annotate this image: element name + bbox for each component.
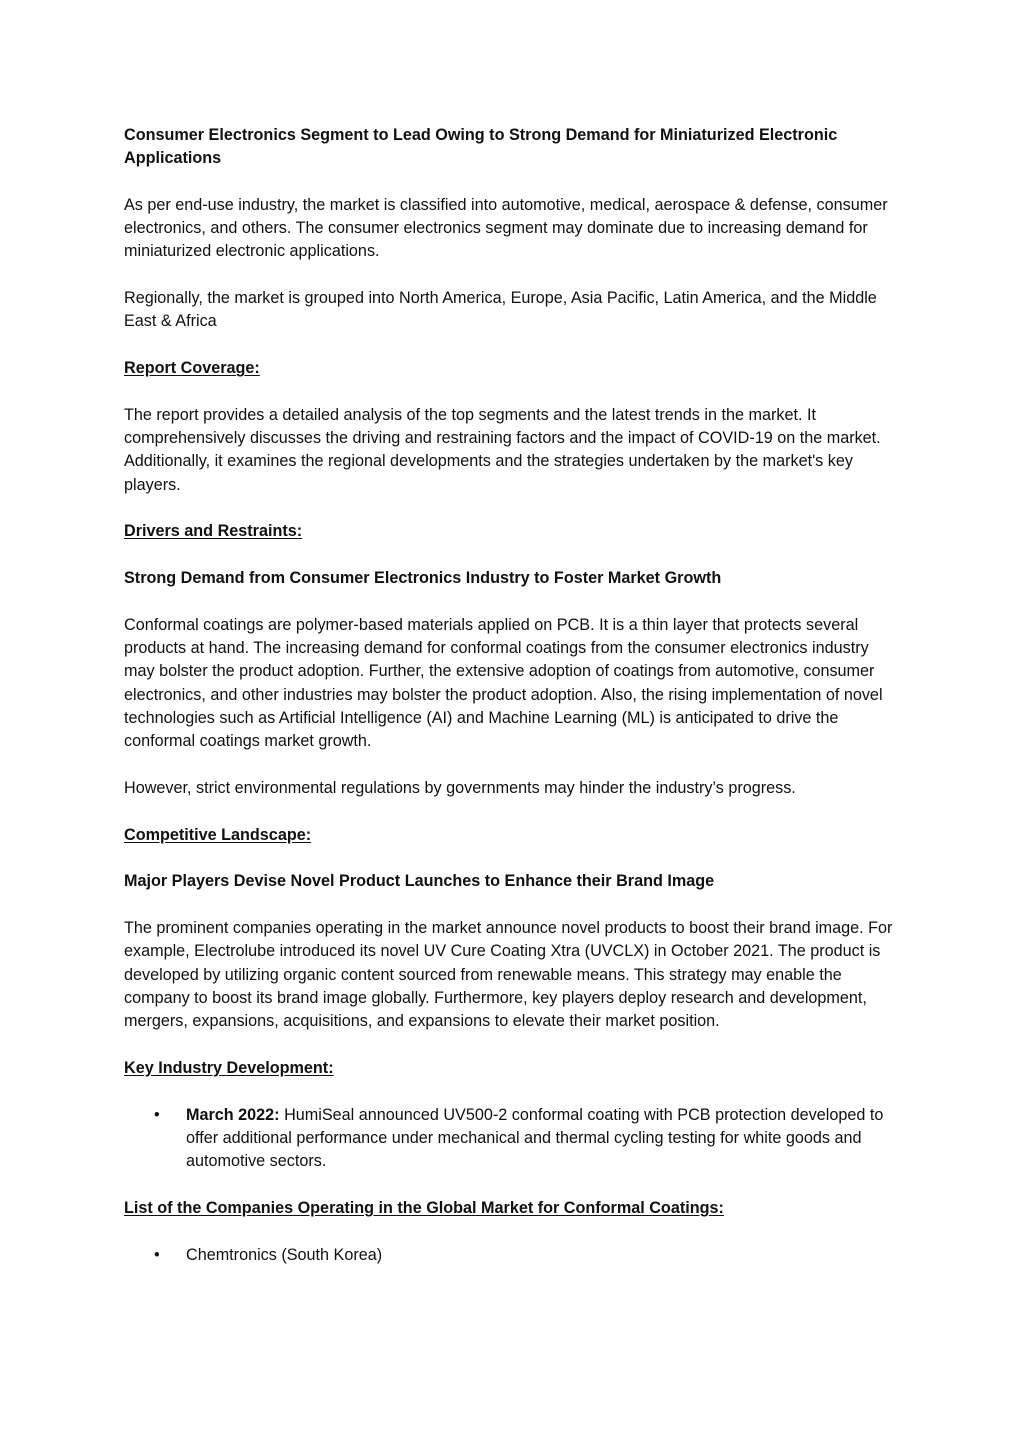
list-item bbox=[124, 1244, 900, 1267]
section-heading-drivers-restraints: Drivers and Restraints: bbox=[124, 522, 303, 541]
section-heading-consumer-electronics: Consumer Electronics Segment to Lead Owing to Strong Demand for Miniaturized Electronic Applications bbox=[124, 126, 838, 168]
section-heading-competitive-landscape: Competitive Landscape: bbox=[124, 825, 312, 844]
development-text: HumiSeal announced UV500-2 conformal coating with PCB protection developed to offer additional performance under mechanical and thermal cycling testing for white goods and automotive sectors. bbox=[186, 1105, 884, 1171]
subheading-major-players: Major Players Devise Novel Product Launches to Enhance their Brand Image bbox=[124, 872, 715, 891]
key-development-list bbox=[124, 1104, 900, 1174]
subheading-strong-demand: Strong Demand from Consumer Electronics Industry to Foster Market Growth bbox=[124, 569, 722, 588]
section-heading-report-coverage: Report Coverage: bbox=[124, 359, 260, 378]
paragraph-conformal-coatings: Conformal coatings are polymer-based materials applied on PCB. It is a thin layer that protects several products at hand. The increasing demand for conformal coatings from the consumer electronics industry may bolster the product adoption. Further, the extensive adoption of coatings from automotive, consumer electronics, and other industries may bolster the product adoption. Also, the rising implementation of novel technologies such as Artificial Intelligence (AI) and Machine Learning (ML) is anticipated to drive the conformal coatings market growth. bbox=[124, 616, 883, 751]
paragraph-report-coverage: The report provides a detailed analysis of the top segments and the latest trends in the market. It comprehensively discusses the driving and restraining factors and the impact of COVID-19 on the market. Additionally, it examines the regional developments and the strategies undertaken by the market's key players. bbox=[124, 406, 881, 494]
bullet-icon: • bbox=[154, 1245, 160, 1264]
development-date: March 2022: bbox=[186, 1105, 280, 1124]
document-page bbox=[124, 124, 900, 1290]
bullet-icon: • bbox=[154, 1105, 160, 1124]
list-item bbox=[124, 1104, 900, 1174]
paragraph-regional: Regionally, the market is grouped into North America, Europe, Asia Pacific, Latin America, and the Middle East & Africa bbox=[124, 289, 877, 331]
section-heading-company-list: List of the Companies Operating in the Global Market for Conformal Coatings: bbox=[124, 1198, 724, 1217]
company-name: Chemtronics (South Korea) bbox=[186, 1245, 383, 1264]
paragraph-regulations: However, strict environmental regulations by governments may hinder the industry’s progress. bbox=[124, 778, 796, 797]
section-heading-key-industry-development: Key Industry Development: bbox=[124, 1058, 334, 1077]
paragraph-prominent-companies: The prominent companies operating in the market announce novel products to boost their brand image. For example, Electrolube introduced its novel UV Cure Coating Xtra (UVCLX) in October 2021. The product is developed by utilizing organic content sourced from renewable means. This strategy may enable the company to boost its brand image globally. Furthermore, key players deploy research and development, mergers, expansions, acquisitions, and expansions to elevate their market position. bbox=[124, 919, 893, 1031]
paragraph-end-use-industry: As per end-use industry, the market is classified into automotive, medical, aerospace & defense, consumer electronics, and others. The consumer electronics segment may dominate due to increasing demand for miniaturized electronic applications. bbox=[124, 196, 888, 261]
company-list bbox=[124, 1244, 900, 1267]
